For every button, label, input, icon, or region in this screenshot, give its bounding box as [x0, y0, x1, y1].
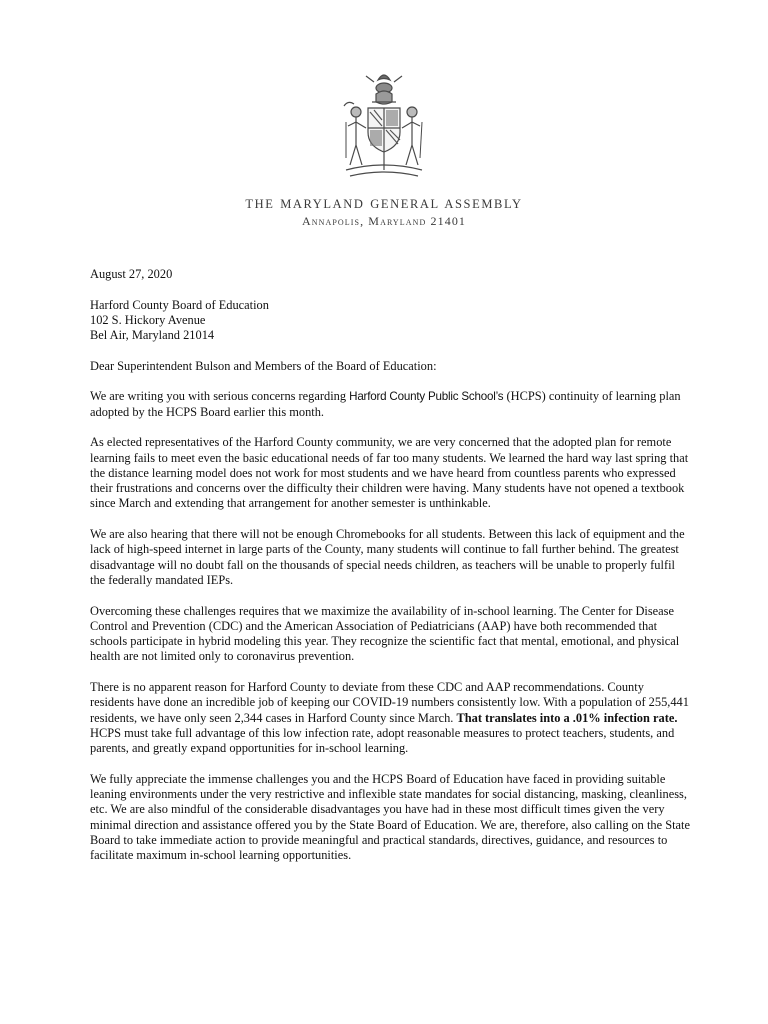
letterhead-title: THE MARYLAND GENERAL ASSEMBLY	[245, 197, 523, 211]
paragraph-5-a: There is no apparent reason for Harford County to deviate from these CDC and AAP recommendations. County residents have done an incredible job of keeping our COVID-19 numbers consistently low. With a population of 255,441 residents, we have only seen 2,344 cases in Harford County since March.	[90, 680, 689, 725]
recipient-line-2: 102 S. Hickory Avenue	[90, 312, 206, 327]
paragraph-2: As elected representatives of the Harford County community, we are very concerned that the adopted plan for remote learning fails to meet even the basic educational needs of far too many students. We learned the hard way last spring that the distance learning model does not work for most students and we have heard from countless parents who expressed their frustrations and concerns over the difficulty their children were having. Many students have not opened a textbook since March and extending that arrangement for another semester is unthinkable.	[90, 435, 689, 511]
paragraph-6: We fully appreciate the immense challenges you and the HCPS Board of Education have faced in providing suitable leaning environments under the very restrictive and inflexible state mandates for social distancing, masking, cleanliness, etc. We are also mindful of the considerable disadvantages you have had in these most difficult times given the very minimal direction and assistance offered you by the State Board of Education. We are, therefore, also calling on the State Board to take immediate action to provide meaningful and practical standards, directives, guidance, and resources to facilitate maximum in-school learning opportunities.	[90, 771, 690, 863]
paragraph-5-c: HCPS must take full advantage of this low infection rate, adopt reasonable measures to protect teachers, students, and parents, and greatly expand opportunities for in-school learning.	[90, 725, 675, 756]
recipient-line-3: Bel Air, Maryland 21014	[90, 328, 215, 343]
paragraph-1-c: (HCPS) continuity of learning plan adopted by the HCPS Board earlier this month.	[90, 389, 681, 419]
paragraph-1-a: We are writing you with serious concerns regarding	[90, 389, 350, 404]
letter-body	[90, 267, 690, 879]
salutation: Dear Superintendent Bulson and Members of the Board of Education:	[90, 358, 437, 373]
recipient-address	[90, 298, 690, 344]
letterhead-address: Annapolis, Maryland 21401	[301, 214, 467, 228]
paragraph-5	[90, 680, 690, 756]
letter-date: August 27, 2020	[90, 267, 173, 281]
paragraph-4: Overcoming these challenges requires that we maximize the availability of in-school learning. The Center for Disease Control and Prevention (CDC) and the American Association of Pediatricians (AAP) have both recommended that schools participate in hybrid modeling this year. They recognize the scientific fact that mental, emotional, and physical health are not limited only to coronavirus prevention.	[90, 603, 680, 664]
recipient-line-1: Harford County Board of Education	[90, 297, 269, 312]
paragraph-3: We are also hearing that there will not be enough Chromebooks for all students. Between this lack of equipment and the lack of high-speed internet in large parts of the County, many students will continue to fall further behind. The greatest disadvantage will no doubt fall on the thousands of special needs children, as teachers will be unable to properly fulfil the federally mandated IEPs.	[90, 527, 685, 587]
maryland-seal-icon	[334, 66, 434, 188]
paragraph-5-bold: That translates into a .01% infection rate.	[456, 710, 678, 725]
paragraph-1-school-name: Harford County Public School’s	[349, 390, 504, 404]
paragraph-1	[90, 389, 690, 420]
